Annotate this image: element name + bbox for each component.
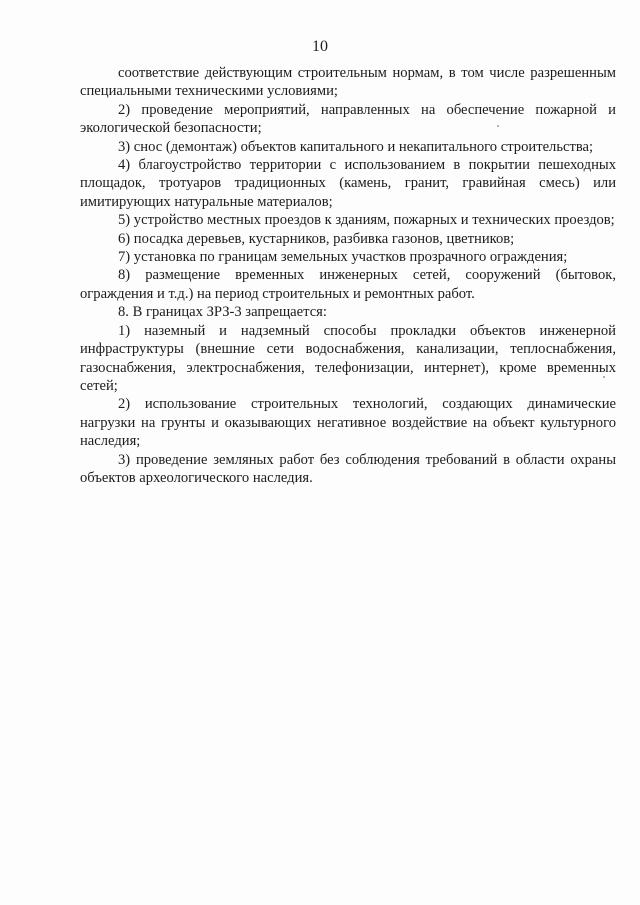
list-item-5-driveways: 5) устройство местных проездов к зданиям, пожарных и технических проездов; xyxy=(118,212,615,229)
list-item-4-landscaping: 4) благоустройство территории с использованием в покрытии пешеходных площадок, тротуаров традиционных (камень, гранит, гравийная смесь) или имитирующих натуральные материалов; xyxy=(80,157,616,210)
page-number: 10 xyxy=(312,38,328,55)
section-8-heading: 8. В границах ЗРЗ-3 запрещается: xyxy=(118,304,327,321)
list-item-2-safety: 2) проведение мероприятий, направленных на обеспечение пожарной и экологической безопасности; xyxy=(80,101,616,137)
prohibited-item-2-dynamic-loads: 2) использование строительных технологий, создающих динамические нагрузки на грунты и оказывающих негативное воздействие на объект культурного наследия; xyxy=(80,396,616,450)
prohibited-item-3-earthworks: 3) проведение земляных работ без соблюдения требований в области охраны объектов археологического наследия. xyxy=(80,451,616,486)
list-item-3-demolition: 3) снос (демонтаж) объектов капитального и некапитального строительства; xyxy=(118,138,594,155)
list-item-6-planting: 6) посадка деревьев, кустарников, разбивка газонов, цветников; xyxy=(118,230,515,247)
document-body xyxy=(80,64,616,487)
scan-dust-mark xyxy=(497,125,499,127)
scan-dust-mark xyxy=(603,376,605,378)
prohibited-item-1-overground-lines: 1) наземный и надземный способы прокладки объектов инженерной инфраструктуры (внешние сети водоснабжения, канализации, теплоснабжения, газоснабжения, электроснабжения, телефонизации, интернет), кроме временных сетей; xyxy=(80,322,616,394)
paragraph-continuation: соответствие действующим строительным нормам, в том числе разрешенным специальными техническими условиями; xyxy=(80,65,616,100)
list-item-8-temporary-networks: 8) размещение временных инженерных сетей, сооружений (бытовок, ограждения и т.д.) на период строительных и ремонтных работ. xyxy=(80,267,616,302)
list-item-7-fencing: 7) установка по границам земельных участков прозрачного ограждения; xyxy=(118,249,568,266)
